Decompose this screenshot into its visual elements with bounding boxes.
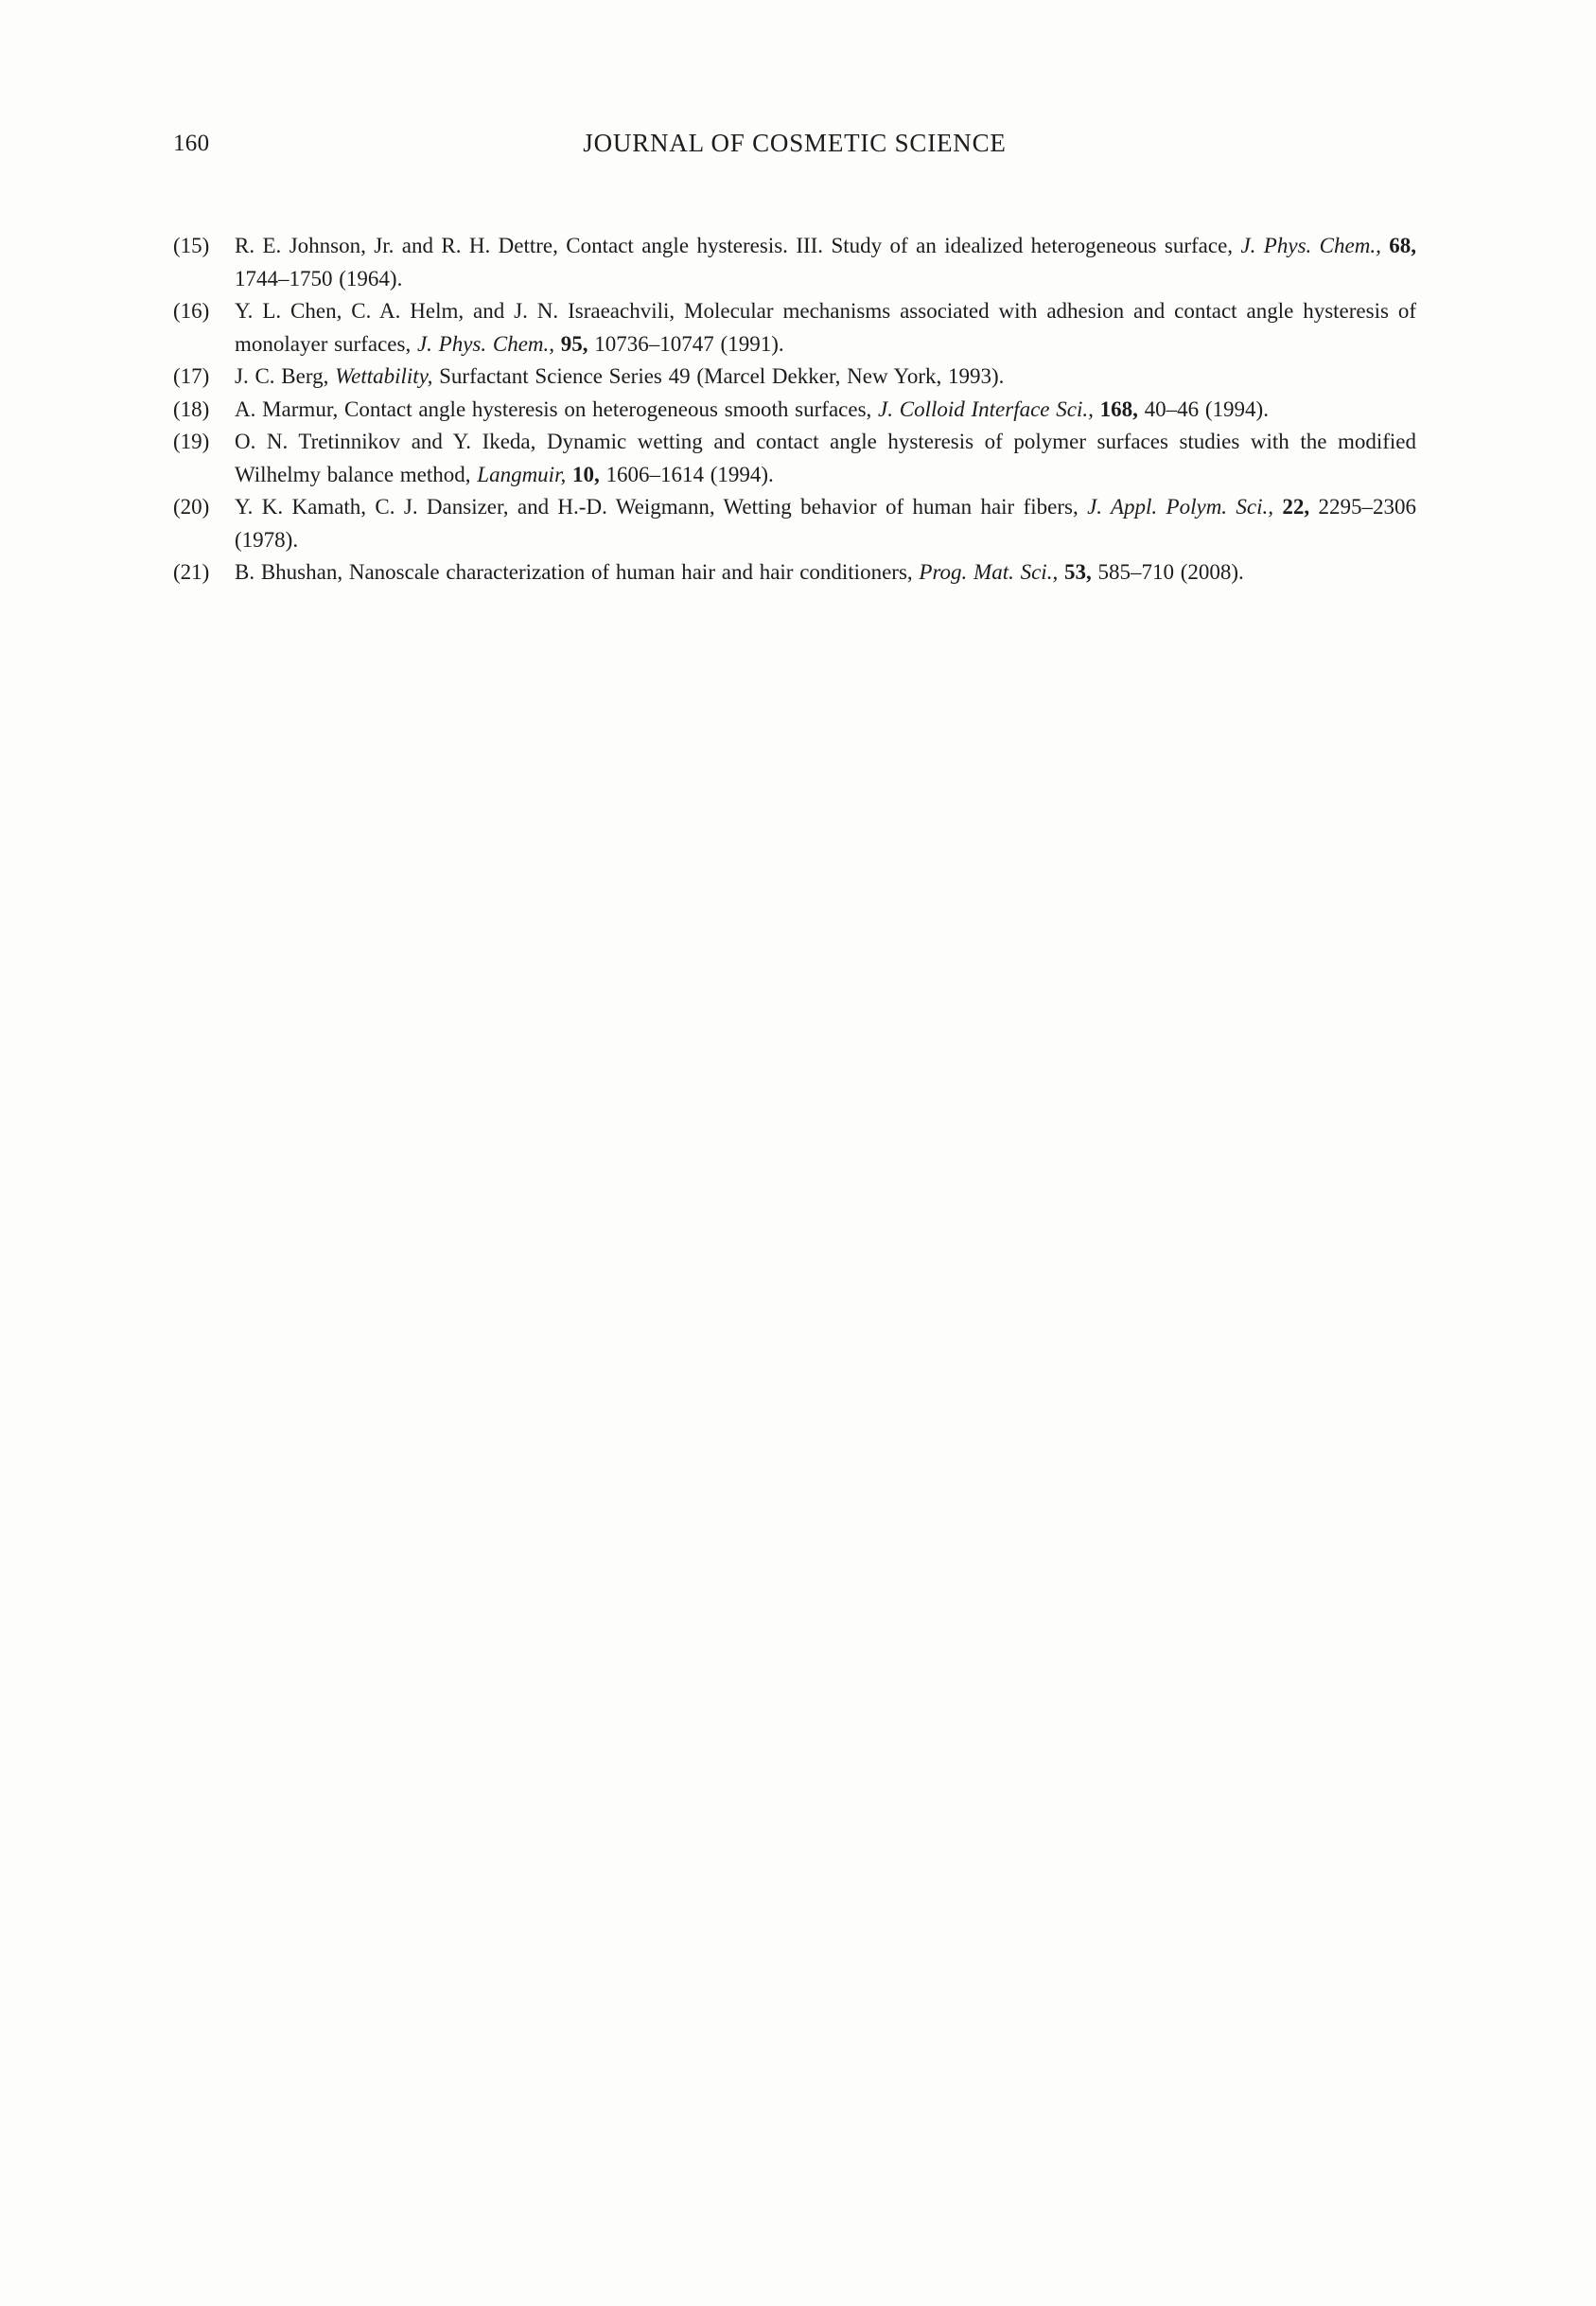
reference-segment: Wettability,: [335, 364, 440, 388]
reference-segment: 95,: [560, 331, 595, 356]
reference-segment: 1606–1614 (1994).: [605, 462, 774, 486]
reference-segment: J. Colloid Interface Sci.,: [878, 396, 1100, 421]
reference-label: (18): [173, 396, 210, 421]
reference-segment: Y. K. Kamath, C. J. Dansizer, and H.-D. Weigmann, Wetting behavior of human hair fibers,: [235, 495, 1088, 519]
page-number: 160: [173, 131, 210, 156]
reference-segment: Y. L. Chen, C. A. Helm, and J. N. Israeachvili, Molecular mechanisms associated with adhesion and contact angle hysteresis of monolayer surfaces,: [235, 299, 1416, 356]
reference-item: [173, 361, 1416, 394]
reference-text: [235, 560, 1244, 584]
reference-item: [173, 295, 1416, 361]
reference-segment: J. Phys. Chem.,: [416, 331, 561, 356]
reference-segment: R. E. Johnson, Jr. and R. H. Dettre, Contact angle hysteresis. III. Study of an idealized heterogeneous surface,: [235, 234, 1241, 257]
reference-segment: 168,: [1099, 396, 1145, 421]
reference-item: [173, 556, 1416, 590]
reference-label: (19): [173, 430, 210, 453]
reference-label: (21): [173, 560, 210, 584]
reference-segment: 22,: [1282, 495, 1319, 519]
reference-item: [173, 230, 1416, 295]
reference-text: [235, 364, 1004, 388]
reference-label: (15): [173, 234, 210, 257]
reference-segment: O. N. Tretinnikov and Y. Ikeda, Dynamic wetting and contact angle hysteresis of polymer surfaces studies with the modified Wilhelmy balance method,: [235, 430, 1416, 486]
reference-item: [173, 426, 1416, 491]
reference-segment: Prog. Mat. Sci.,: [919, 560, 1064, 584]
page-header: [173, 129, 1416, 167]
reference-segment: 2295–2306 (1978).: [235, 495, 1417, 552]
reference-text: [235, 234, 1416, 290]
reference-segment: 68,: [1389, 234, 1416, 257]
journal-title: JOURNAL OF COSMETIC SCIENCE: [583, 129, 1007, 157]
reference-segment: 10736–10747 (1991).: [594, 331, 784, 356]
reference-segment: 10,: [571, 462, 606, 486]
reference-segment: 40–46 (1994).: [1144, 396, 1269, 421]
reference-segment: A. Marmur, Contact angle hysteresis on heterogeneous smooth surfaces,: [235, 396, 879, 421]
reference-segment: J. Appl. Polym. Sci.,: [1087, 495, 1283, 519]
reference-label: (17): [173, 364, 210, 388]
reference-segment: 53,: [1063, 560, 1098, 584]
reference-segment: 585–710 (2008).: [1097, 560, 1244, 584]
reference-segment: Surfactant Science Series 49 (Marcel Dekker, New York, 1993).: [439, 364, 1005, 388]
reference-text: [235, 299, 1416, 356]
reference-segment: Langmuir,: [477, 462, 572, 486]
reference-segment: 1744–1750 (1964).: [235, 266, 403, 290]
reference-text: [235, 430, 1416, 486]
reference-segment: B. Bhushan, Nanoscale characterization of human hair and hair conditioners,: [235, 560, 920, 584]
reference-text: [235, 397, 1269, 421]
reference-segment: J. Phys. Chem.,: [1240, 234, 1390, 257]
reference-list: [173, 230, 1416, 590]
reference-label: (16): [173, 299, 210, 323]
reference-text: [235, 495, 1416, 552]
reference-item: [173, 394, 1416, 427]
reference-item: [173, 491, 1416, 556]
reference-label: (20): [173, 495, 210, 519]
reference-segment: J. C. Berg,: [235, 364, 336, 388]
